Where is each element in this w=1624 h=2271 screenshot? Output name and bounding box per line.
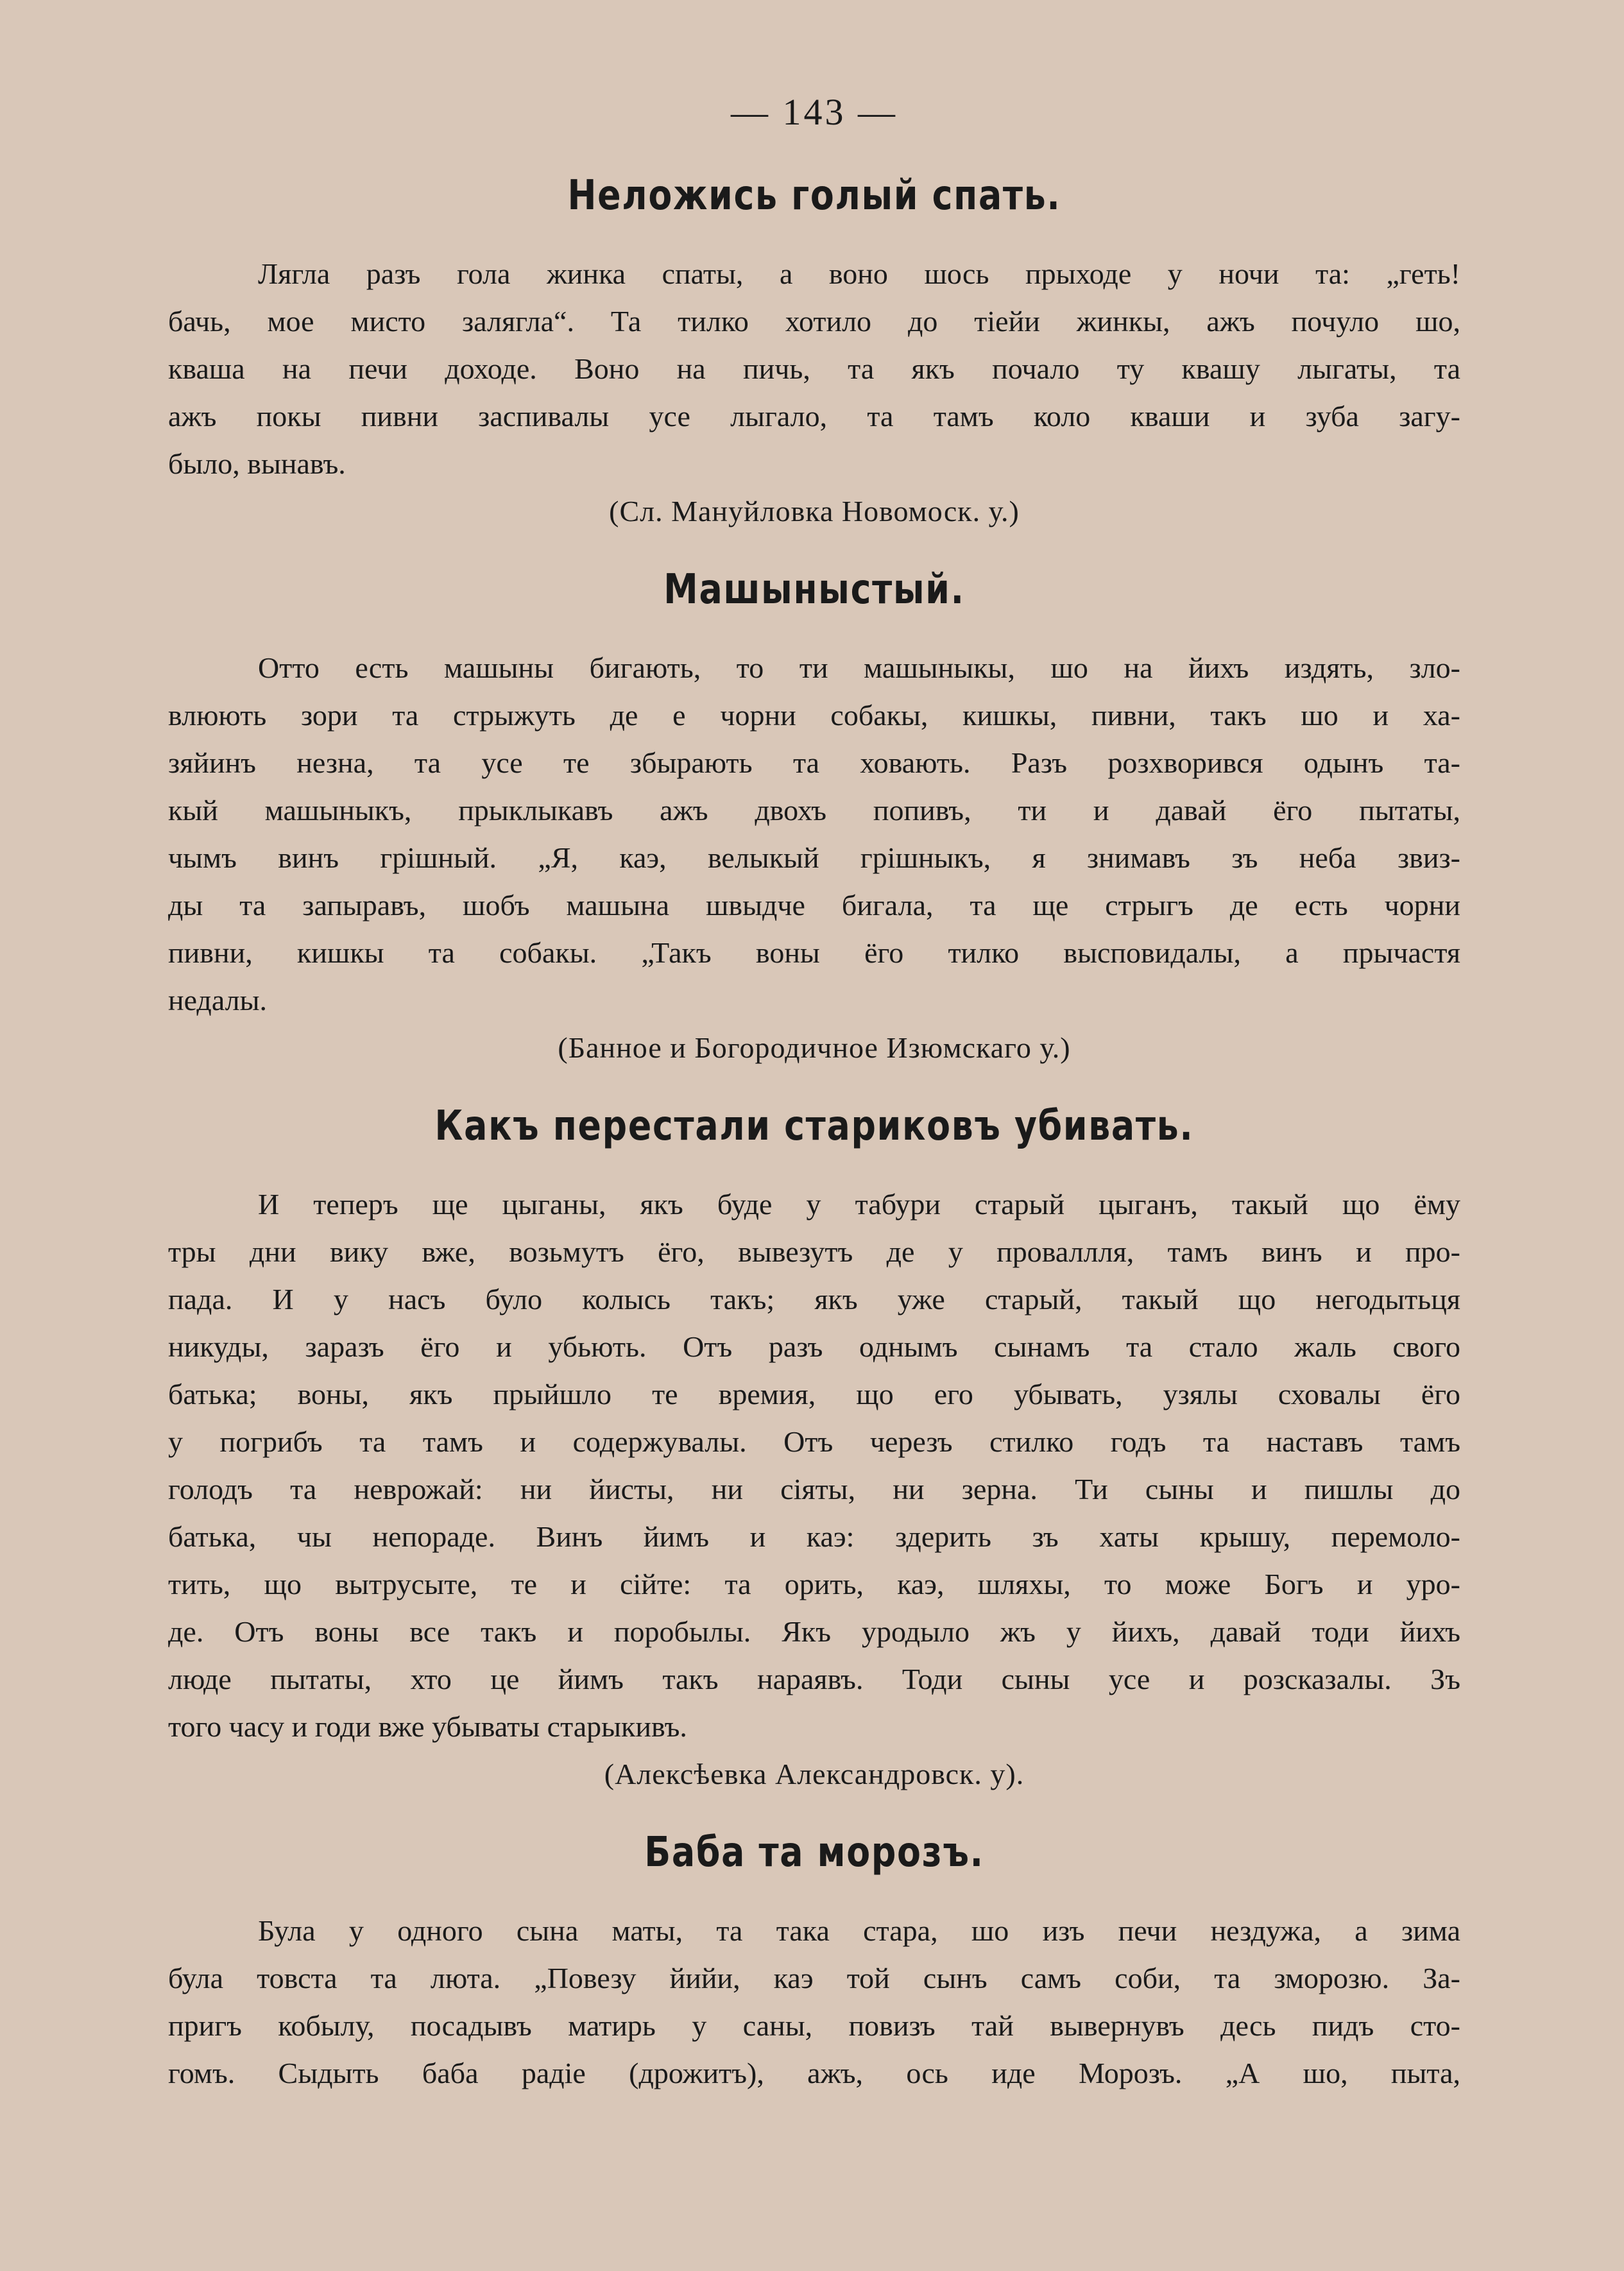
story-body bbox=[168, 250, 1460, 488]
text-line: того часу и годи вже убываты старыкивъ. bbox=[168, 1710, 687, 1743]
text-line: пивни, кишкы та собакы. „Такъ воны ёго тилко выcповидалы, а прычастя bbox=[168, 936, 1460, 969]
text-line: пригъ кобылу, посадывъ матирь у саны, повизъ тай вывернувъ десь пидъ сто- bbox=[168, 2009, 1460, 2042]
story-title: Машыныстый. bbox=[663, 566, 965, 613]
text-line: голодъ та неврожай: ни йисты, ни сіяты, ни зерна. Ти сыны и пишлы до bbox=[168, 1473, 1460, 1505]
text-line: влюють зори та стрыжуть де е чорни собакы, кишкы, пивни, такъ шо и ха- bbox=[168, 699, 1460, 732]
text-line: тить, що вытрусыте, те и сійте: та орить, каэ, шляхы, то може Богъ и уро- bbox=[168, 1568, 1460, 1600]
story-source: (Алексѣевка Александровск. у). bbox=[604, 1758, 1025, 1790]
story-3 bbox=[168, 1097, 1460, 1798]
text-line: зяйинъ незна, та усе те збырають та ховають. Разъ розхворився одынъ та- bbox=[168, 746, 1460, 779]
text-line: кый машыныкъ, прыклыкавъ ажъ двохъ попивъ, ти и давай ёго пытаты, bbox=[168, 794, 1460, 827]
text-line: чымъ винъ грішный. „Я, каэ, велыкый грішныкъ, я знимавъ зъ неба звиз- bbox=[168, 841, 1460, 874]
text-line: у погрибъ та тамъ и содержувалы. Отъ черезъ стилко годъ та наставъ тамъ bbox=[168, 1425, 1460, 1458]
text-line: И теперъ ще цыганы, якъ буде у табури старый цыганъ, такый що ёму bbox=[258, 1188, 1460, 1221]
page-number: — 143 — bbox=[731, 91, 898, 133]
text-line: ды та запыравъ, шобъ машына швыдче бигала, та ще стрыгъ де есть чорни bbox=[168, 889, 1460, 921]
text-line: люде пытаты, хто це йимъ такъ нараявъ. Тоди сыны усе и розсказалы. Зъ bbox=[168, 1663, 1460, 1695]
page bbox=[168, 90, 1460, 2097]
story-source: (Сл. Мануйловка Новомоск. у.) bbox=[609, 495, 1020, 527]
story-title: Неложись голый спать. bbox=[567, 172, 1061, 219]
text-line: никуды, заразъ ёго и убьють. Отъ разъ однымъ сынамъ та стало жаль свого bbox=[168, 1330, 1460, 1363]
story-body bbox=[168, 644, 1460, 1024]
story-title: Баба та морозъ. bbox=[644, 1829, 984, 1876]
text-line: де. Отъ воны все такъ и поробылы. Якъ уродыло жъ у йихъ, давай тоди йихъ bbox=[168, 1615, 1460, 1648]
story-body bbox=[168, 1907, 1460, 2097]
text-line: гомъ. Сыдыть баба радіе (дрожитъ), ажъ, ось иде Морозъ. „А шо, пыта, bbox=[168, 2057, 1460, 2089]
story-title: Какъ перестали стариковъ убивать. bbox=[434, 1102, 1194, 1150]
text-line: батька; воны, якъ прыйшло те времия, що его убывать, узялы сховалы ёго bbox=[168, 1378, 1460, 1410]
text-line: Отто есть машыны бигають, то ти машыныкы, шо на йихъ издять, зло- bbox=[258, 651, 1460, 684]
text-line: пада. И у насъ було колысь такъ; якъ уже старый, такый що негодытьця bbox=[168, 1283, 1460, 1315]
text-line: кваша на печи доходе. Воно на пичь, та якъ почало ту квашу лыгаты, та bbox=[168, 352, 1460, 385]
text-line: батька, чы непораде. Винъ йимъ и каэ: здерить зъ хаты крышу, перемоло- bbox=[168, 1520, 1460, 1553]
story-4 bbox=[168, 1824, 1460, 2097]
text-line: Лягла разъ гола жинка спаты, а воно шось прыходе у ночи та: „геть! bbox=[258, 257, 1460, 290]
text-line: бачь, мое мисто залягла“. Та тилко хотило до тіейи жинкы, ажъ почуло шо, bbox=[168, 305, 1460, 338]
text-line: былo, вынавъ. bbox=[168, 447, 346, 480]
text-line: ажъ покы пивни заспивалы усе лыгало, та тамъ коло кваши и зуба загу- bbox=[168, 400, 1460, 433]
story-body bbox=[168, 1181, 1460, 1751]
text-line: була товста та люта. „Повезу йийи, каэ той сынъ самъ соби, та зморозю. За- bbox=[168, 1962, 1460, 1994]
text-line: Була у одного сына маты, та така стара, шо изъ печи нездужа, а зима bbox=[258, 1914, 1460, 1947]
text-line: недалы. bbox=[168, 984, 268, 1016]
story-2 bbox=[168, 561, 1460, 1072]
story-source: (Банное и Богородичное Изюмскаго у.) bbox=[558, 1031, 1071, 1064]
text-line: тры дни вику вже, возьмутъ ёго, вывезутъ де у проваллля, тамъ винъ и про- bbox=[168, 1235, 1460, 1268]
story-1 bbox=[168, 167, 1460, 535]
